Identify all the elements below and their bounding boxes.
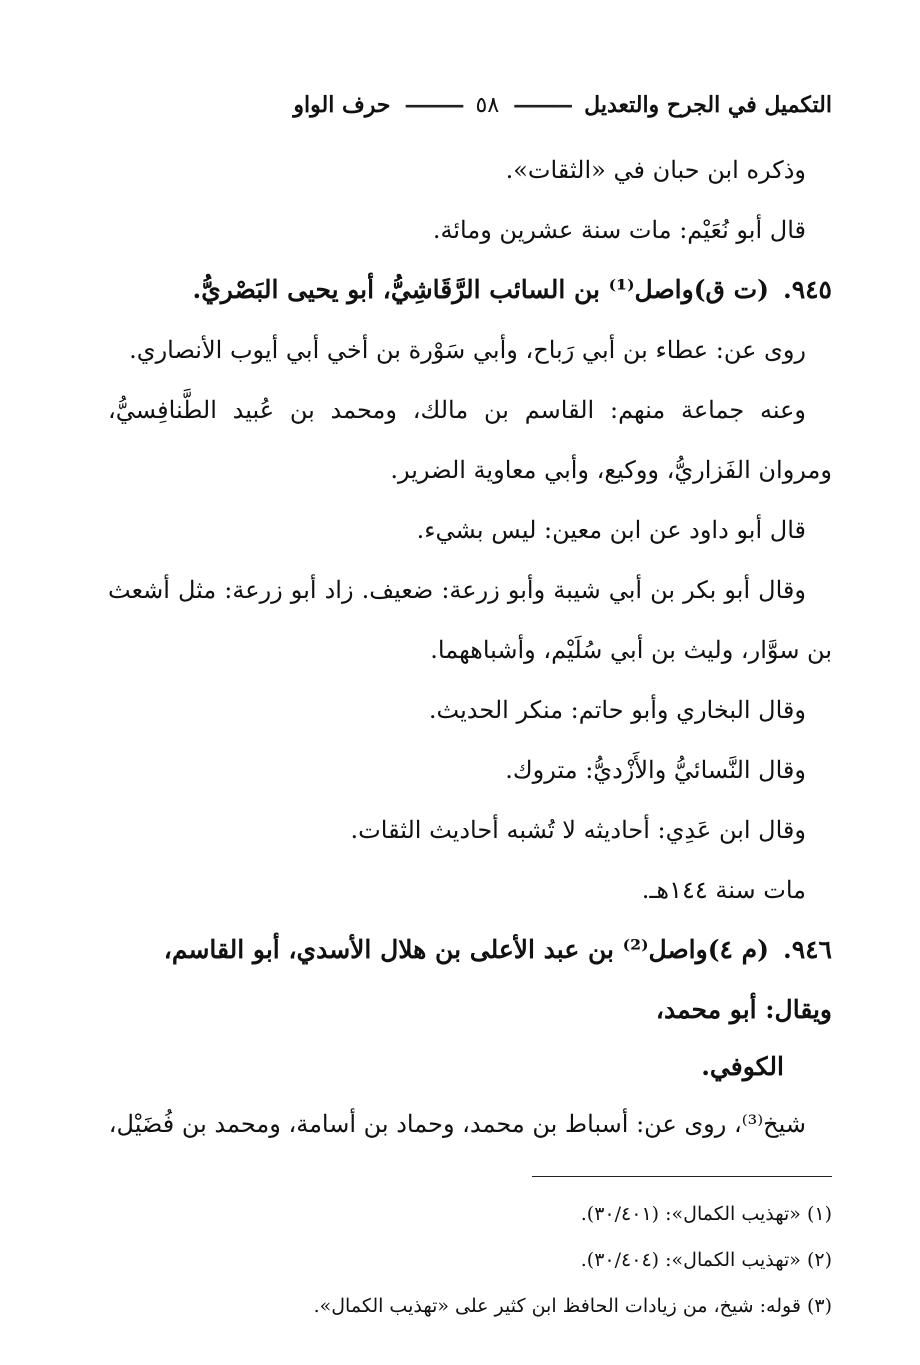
entry-number: ٩٤٦. xyxy=(782,935,832,964)
header-dash: ——— xyxy=(513,92,571,118)
paragraph: قال أبو داود عن ابن معين: ليس بشيء. xyxy=(416,516,806,544)
paragraph: وقال البخاري وأبو حاتم: منكر الحديث. xyxy=(428,696,806,724)
header-title: التكميل في الجرح والتعديل xyxy=(584,92,832,118)
paragraph: وقال ابن عَدِي: أحاديثه لا تُشبه أحاديث الثقات. xyxy=(350,816,806,844)
entry-title: (ت ق)واصل⁽¹⁾ بن السائب الرَّقَاشِيُّ، أبو يحيى البَصْريُّ. xyxy=(192,275,769,304)
header-dash: ——— xyxy=(404,92,462,118)
entry-title-continued: الكوفي. xyxy=(701,1052,784,1081)
paragraph: وعنه جماعة منهم: القاسم بن مالك، ومحمد بن عُبيد الطَّنافِسيُّ، ومروان الفَزاريُّ، ووكيع، وأبي معاوية الضرير. xyxy=(108,396,832,484)
paragraph: وقال النَّسائيُّ والأَزْديُّ: متروك. xyxy=(505,756,806,784)
footnote: (١) «تهذيب الكمال»: (٣٠/٤٠١). xyxy=(580,1203,832,1225)
paragraph: شيخ⁽³⁾، روى عن: أسباط بن محمد، وحماد بن أسامة، ومحمد بن فُضَيْل، xyxy=(108,1110,806,1138)
entry-heading-946 xyxy=(108,920,832,1094)
paragraph: مات سنة ١٤٤هـ. xyxy=(641,876,806,904)
paragraph: وذكره ابن حبان في «الثقات». xyxy=(505,156,806,184)
page-number: ٥٨ xyxy=(475,93,500,118)
entry-heading-945 xyxy=(108,260,832,320)
header-section: حرف الواو xyxy=(293,92,391,118)
entry-title: (م ٤)واصل⁽²⁾ بن عبد الأعلى بن هلال الأسدي، أبو القاسم، ويقال: أبو محمد، xyxy=(163,935,832,1024)
paragraph: روى عن: عطاء بن أبي رَباح، وأبي سَوْرة بن أخي أبي أيوب الأنصاري. xyxy=(129,336,806,364)
running-header xyxy=(108,92,832,118)
footnote: (٢) «تهذيب الكمال»: (٣٠/٤٠٤). xyxy=(580,1249,832,1271)
paragraph: وقال أبو بكر بن أبي شيبة وأبو زرعة: ضعيف. زاد أبو زرعة: مثل أشعث بن سوَّار، وليث بن أبي سُلَيْم، وأشباههما. xyxy=(108,576,832,664)
paragraph: قال أبو نُعَيْم: مات سنة عشرين ومائة. xyxy=(432,216,806,244)
footnote: (٣) قوله: شيخ، من زيادات الحافظ ابن كثير على «تهذيب الكمال». xyxy=(313,1295,832,1317)
footnote-divider xyxy=(532,1176,832,1177)
entry-number: ٩٤٥. xyxy=(782,275,832,304)
